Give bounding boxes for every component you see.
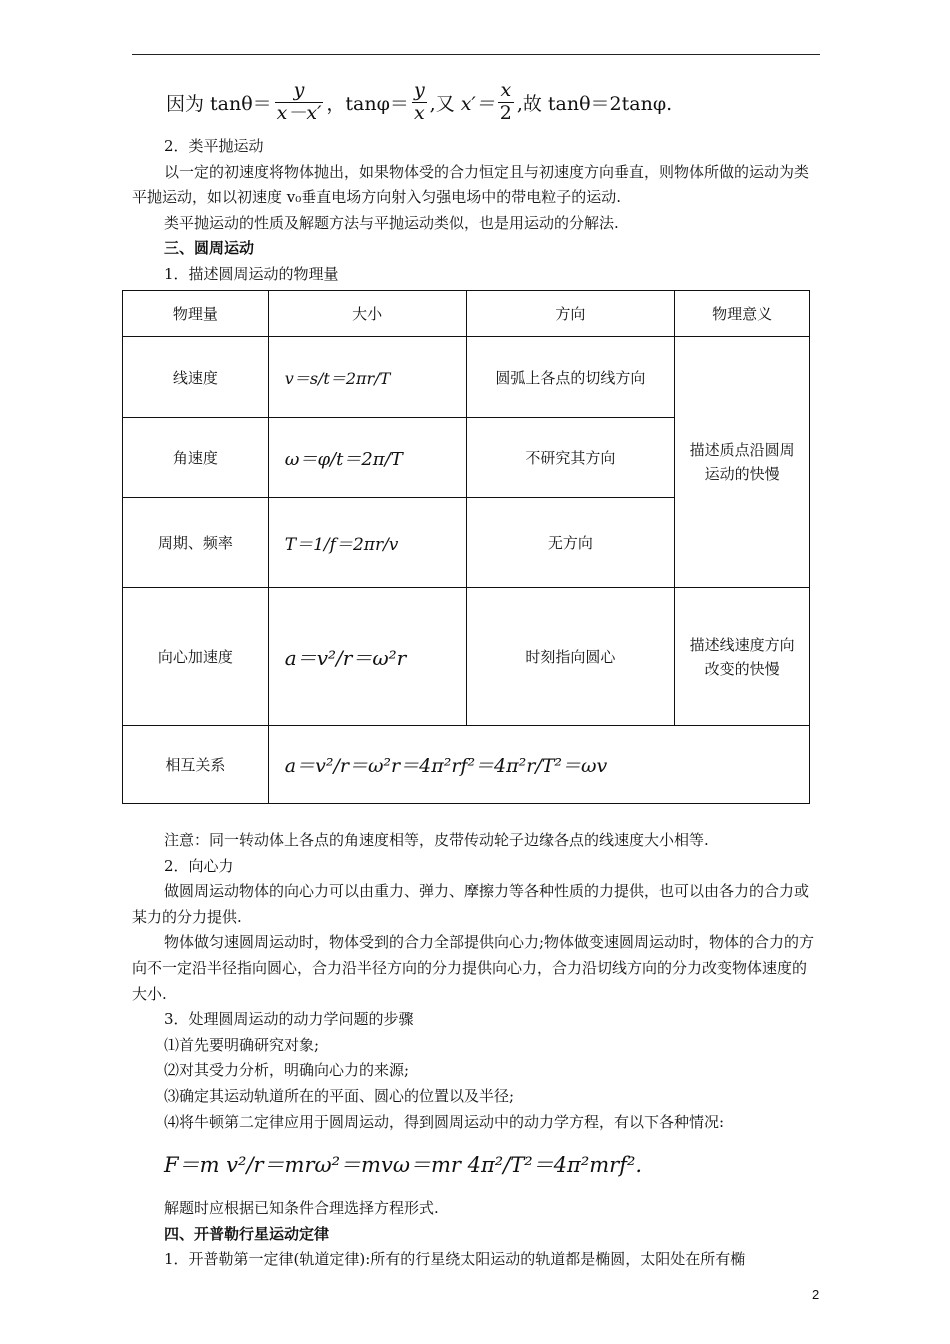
formula-cell: [268, 726, 809, 804]
sec2-p2: 类平抛运动的性质及解题方法与平抛运动类似，也是用运动的分解法.: [164, 213, 619, 232]
sec2-p1: 以一定的初速度将物体抛出，如果物体受的合力恒定且与初速度方向垂直，则物体所做的运动为类平抛运动，如以初速度 v₀垂直电场方向射入匀强电场中的带电粒子的运动.: [132, 162, 810, 207]
p-force2: 物体做匀速圆周运动时，物体受到的合力全部提供向心力;物体做变速圆周运动时，物体的合力的方向不一定沿半径指向圆心，合力沿半径方向的分力提供向心力，合力沿切线方向的分力改变物体速度的大小.: [132, 933, 815, 1003]
formula-cell: [268, 418, 466, 498]
formula-text: a＝v²/r＝ω²r＝4π²rf²＝4π²r/T²＝ωv: [284, 755, 608, 777]
quantity-name: 向心加速度: [123, 588, 269, 726]
quantity-name: 角速度: [123, 418, 269, 498]
header-rule: [132, 54, 820, 55]
formula-text: v＝s/t＝2πr/T: [284, 368, 391, 388]
formula-cell: [268, 337, 466, 418]
formula-text: ω＝φ/t＝2π/T: [284, 448, 403, 470]
section-notes: [132, 828, 820, 1135]
step-2: ⑵对其受力分析，明确向心力的来源;: [164, 1061, 410, 1080]
sec2-title: 2．类平抛运动: [164, 137, 264, 155]
quantity-name: 线速度: [123, 337, 269, 418]
p-choose: 解题时应根据已知条件合理选择方程形式.: [164, 1199, 439, 1217]
sub2: 2．向心力: [164, 856, 234, 875]
kepler1: 1．开普勒第一定律(轨道定律):所有的行星绕太阳运动的轨道都是椭圆，太阳处在所有椭: [164, 1250, 746, 1269]
table-row: [123, 337, 810, 418]
formula-text: T＝1/f＝2πr/v: [284, 535, 399, 555]
quantity-name: 周期、频率: [123, 498, 269, 588]
p-force1: 做圆周运动物体的向心力可以由重力、弹力、摩擦力等各种性质的力提供，也可以由各力的合力或某力的分力提供.: [132, 882, 810, 926]
step-4: ⑷将牛顿第二定律应用于圆周运动，得到圆周运动中的动力学方程，有以下各种情况:: [164, 1112, 725, 1131]
table-header-row: [123, 291, 810, 337]
sec4-heading: 四、开普勒行星运动定律: [164, 1224, 330, 1243]
formula-cell: [268, 498, 466, 588]
formula-text: a＝v²/r＝ω²r: [284, 646, 407, 670]
sub3: 3．处理圆周运动的动力学问题的步骤: [164, 1010, 414, 1029]
section-4: [132, 1196, 820, 1273]
note: 注意：同一转动体上各点的角速度相等，皮带传动轮子边缘各点的线速度大小相等.: [164, 831, 709, 849]
equation-text: F＝m v²/r＝mrω²＝mvω＝mr 4π²/T²＝4π²mrf².: [164, 1153, 643, 1177]
direction-cell: 圆弧上各点的切线方向: [466, 337, 675, 418]
newton-equation: [164, 1134, 642, 1194]
header-cell: 大小: [268, 291, 466, 337]
meaning-cell: 描述线速度方向改变的快慢: [675, 588, 810, 726]
section-2: [132, 134, 820, 288]
direction-cell: 不研究其方向: [466, 418, 675, 498]
circular-motion-table: [122, 290, 810, 804]
page-number: 2: [812, 1287, 820, 1302]
header-cell: 物理量: [123, 291, 269, 337]
step-3: ⑶确定其运动轨道所在的平面、圆心的位置以及半径;: [164, 1086, 515, 1105]
meaning-cell: 描述质点沿圆周运动的快慢: [675, 337, 810, 588]
sec3-sub1: 1．描述圆周运动的物理量: [164, 264, 339, 283]
header-cell: 物理意义: [675, 291, 810, 337]
quantity-name: 相互关系: [123, 726, 269, 804]
table-row: [123, 726, 810, 804]
direction-cell: 无方向: [466, 498, 675, 588]
sec3-heading: 三、圆周运动: [164, 239, 255, 258]
table-row: [123, 588, 810, 726]
formula-line: 因为 tanθ＝ $\frac{y}{x-x'}$ ， tanφ＝ $\frac{y}{x}$ ,又 x′＝ $\frac{x}{2}$ ,故 tanθ＝2tanφ.: [166, 78, 673, 124]
direction-cell: 时刻指向圆心: [466, 588, 675, 726]
step-1: ⑴首先要明确研究对象;: [164, 1035, 320, 1054]
formula-cell: [268, 588, 466, 726]
header-cell: 方向: [466, 291, 675, 337]
